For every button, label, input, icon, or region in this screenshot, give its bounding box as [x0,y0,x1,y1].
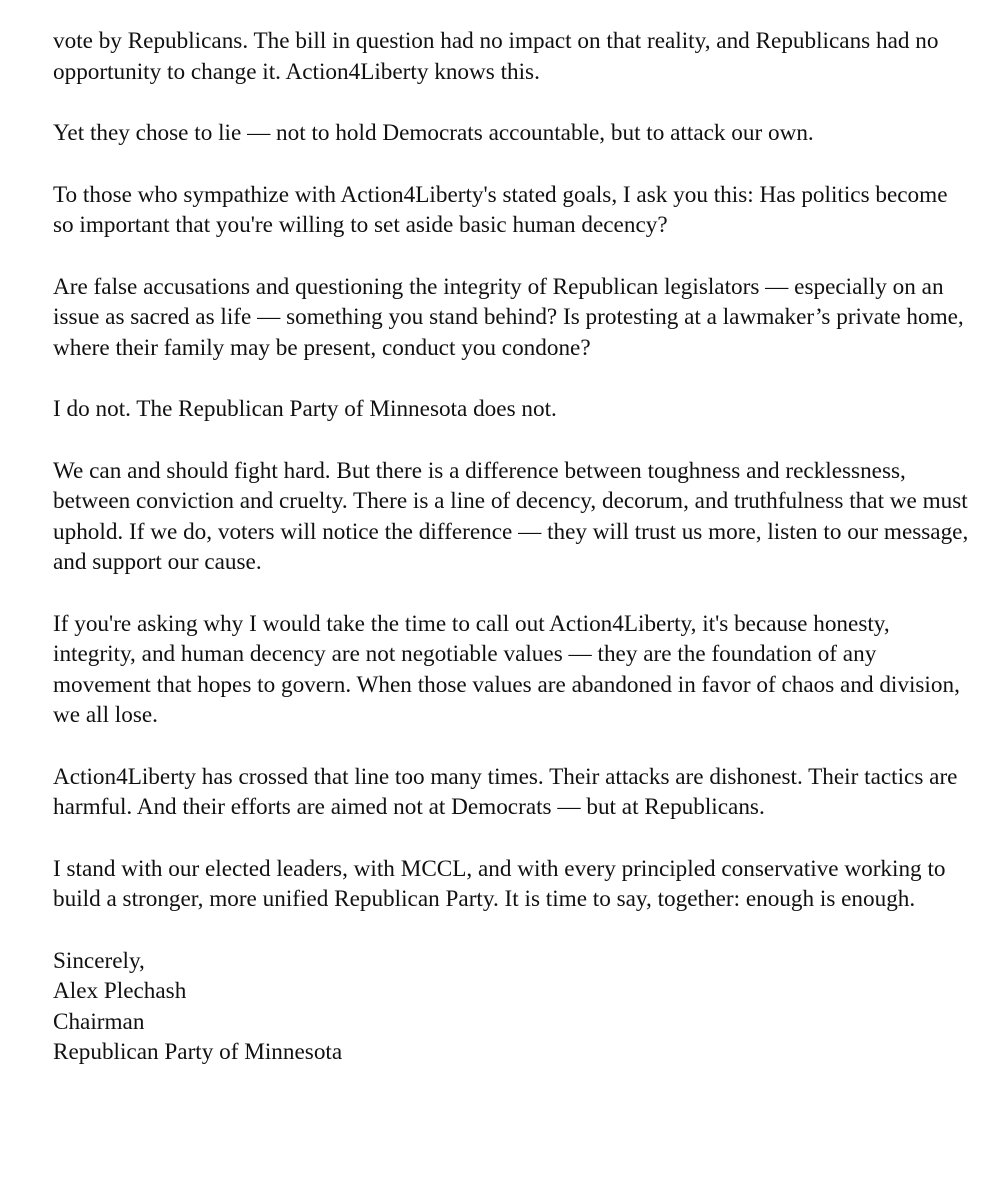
letter-paragraph: I stand with our elected leaders, with MCCL, and with every principled conservative working to build a stronger, more unified Republican Party. It is time to say, together: enough is enough. [53,855,946,912]
letter-paragraph: If you're asking why I would take the time to call out Action4Liberty, it's because honesty, integrity, and human decency are not negotiable values — they are the foundation of any movement that hopes to govern. When those values are abandoned in favor of chaos and division, we all lose. [53,610,960,728]
signer-name: Alex Plechash [53,978,187,1004]
signer-organization: Republican Party of Minnesota [53,1039,343,1065]
letter-paragraph: I do not. The Republican Party of Minnesota does not. [53,396,557,422]
letter-paragraph: Yet they chose to lie — not to hold Democrats accountable, but to attack our own. [53,120,814,146]
letter-paragraph: Are false accusations and questioning the integrity of Republican legislators — especially on an issue as sacred as life — something you stand behind? Is protesting at a lawmaker’s private home, where their family may be present, conduct you condone? [53,273,964,361]
closing-text: Sincerely, [53,947,145,974]
letter-paragraph: We can and should fight hard. But there is a difference between toughness and recklessness, between conviction and cruelty. There is a line of decency, decorum, and truthfulness that we must uphold. If we do, voters will notice the difference — they will trust us more, listen to our message, and support our cause. [53,457,969,575]
signer-title: Chairman [53,1008,145,1035]
signature-block [53,946,973,1068]
letter-paragraph: Action4Liberty has crossed that line too many times. Their attacks are dishonest. Their tactics are harmful. And their efforts are aimed not at Democrats — but at Republicans. [53,763,958,820]
letter-paragraph: To those who sympathize with Action4Liberty's stated goals, I ask you this: Has politics become so important that you're willing to set aside basic human decency? [53,181,948,238]
letter-paragraph: vote by Republicans. The bill in question had no impact on that reality, and Republicans had no opportunity to change it. Action4Liberty knows this. [53,28,939,85]
letter-body [53,26,973,1068]
